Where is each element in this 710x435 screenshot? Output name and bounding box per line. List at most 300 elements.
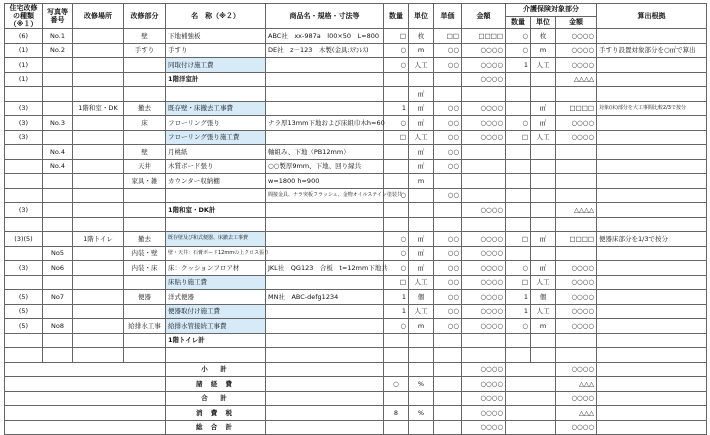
cell-cqty: [506, 348, 531, 363]
cell-empty: [266, 362, 384, 377]
cell-empty: [266, 406, 384, 421]
summary-amount: ○○○○: [462, 362, 506, 377]
cell-amount: [462, 217, 506, 232]
table-row: [5, 72, 707, 87]
cell-place: [73, 58, 124, 73]
cell-camount: ○○○○: [556, 43, 597, 58]
cell-name: 手すり: [166, 43, 266, 58]
cell-product: [266, 275, 384, 290]
cell-price: ○○: [434, 188, 462, 203]
header-place: 改修場所: [73, 4, 124, 29]
cell-amount: [462, 188, 506, 203]
cell-unit: [409, 188, 434, 203]
cell-empty: [597, 420, 707, 435]
cell-qty: 1: [384, 304, 409, 319]
cell-basis: [597, 130, 707, 145]
cell-type: [5, 87, 43, 102]
cell-name: 下地補強板: [166, 29, 266, 44]
cell-cqty: □: [506, 130, 531, 145]
table-row: [5, 261, 707, 276]
cell-cunit: [531, 348, 556, 363]
cell-price: ○○: [434, 319, 462, 334]
cell-cunit: [531, 246, 556, 261]
cell-amount: ○○○○: [462, 232, 506, 247]
cell-unit: [409, 217, 434, 232]
table-row: [5, 290, 707, 305]
cell-empty: [5, 391, 166, 406]
cell-part: 壁: [124, 145, 166, 160]
cell-name: 既存壁及び和式便器、床撤去工事費: [166, 232, 266, 247]
cell-cqty: [506, 101, 531, 116]
cell-photo: [43, 72, 73, 87]
cell-place: [73, 348, 124, 363]
cell-amount: ○○○○: [462, 72, 506, 87]
cell-cqty: [506, 145, 531, 160]
cell-basis: 対象(床)部分を大工事間比較2/3で按分: [597, 101, 707, 116]
cell-name: [166, 217, 266, 232]
cell-basis: [597, 29, 707, 44]
cell-photo: No7: [43, 290, 73, 305]
cell-empty: [506, 420, 556, 435]
summary-care-amount: △△△: [556, 377, 597, 392]
cell-place: [73, 188, 124, 203]
cell-basis: [597, 333, 707, 348]
cell-basis: [597, 203, 707, 218]
cell-type: (6): [5, 29, 43, 44]
cell-place: [73, 261, 124, 276]
cell-empty: [434, 420, 462, 435]
cell-cqty: 1: [506, 290, 531, 305]
cell-part: 内装・床: [124, 261, 166, 276]
cell-photo: No6: [43, 261, 73, 276]
table-row: [5, 58, 707, 73]
cell-price: [434, 203, 462, 218]
cell-price: ○○: [434, 232, 462, 247]
cell-photo: No.1: [43, 29, 73, 44]
cell-cqty: [506, 203, 531, 218]
estimate-sheet: [4, 3, 706, 435]
cell-cqty: ○: [506, 319, 531, 334]
summary-amount: ○○○○: [462, 420, 506, 435]
cell-photo: [43, 188, 73, 203]
cell-photo: [43, 87, 73, 102]
cell-place: [73, 159, 124, 174]
cell-empty: [597, 377, 707, 392]
cell-cunit: [531, 188, 556, 203]
cell-empty: [506, 362, 556, 377]
cell-place: [73, 87, 124, 102]
cell-price: [434, 87, 462, 102]
cell-qty: 1: [384, 101, 409, 116]
cell-cqty: □: [506, 232, 531, 247]
summary-unit: [409, 391, 434, 406]
cell-name: 1階トイレ計: [166, 333, 266, 348]
cell-name: 床：クッションフロア材: [166, 261, 266, 276]
cell-photo: [43, 275, 73, 290]
cell-cqty: [506, 246, 531, 261]
header-price: 単価: [434, 4, 462, 29]
cell-type: [5, 159, 43, 174]
cell-type: (1): [5, 43, 43, 58]
cell-amount: ○○○○: [462, 101, 506, 116]
cell-part: 撤去: [124, 232, 166, 247]
cell-qty: ○: [384, 246, 409, 261]
cell-product: [266, 87, 384, 102]
cell-cunit: [531, 72, 556, 87]
cell-part: [124, 87, 166, 102]
cell-basis: [597, 116, 707, 131]
summary-qty: [384, 391, 409, 406]
cell-qty: ○: [384, 319, 409, 334]
cell-name: フローリング張り施工費: [166, 130, 266, 145]
cell-price: ○○: [434, 130, 462, 145]
cell-part: 手すり: [124, 43, 166, 58]
summary-unit: [409, 420, 434, 435]
cell-type: [5, 188, 43, 203]
cell-part: [124, 333, 166, 348]
cell-cunit: ㎡: [531, 232, 556, 247]
cell-product: DE社 z－123 木製(金具:ｽﾃﾝﾚｽ): [266, 43, 384, 58]
cell-product: [266, 58, 384, 73]
cell-type: (3): [5, 101, 43, 116]
cell-price: ○○: [434, 58, 462, 73]
summary-label: 消 費 税: [166, 406, 266, 421]
cell-empty: [5, 420, 166, 435]
cell-camount: [556, 333, 597, 348]
cell-empty: [434, 406, 462, 421]
cell-price: ○○: [434, 145, 462, 160]
cell-type: (5): [5, 304, 43, 319]
cell-basis: [597, 174, 707, 189]
cell-name: 既存壁・床撤去工事費: [166, 101, 266, 116]
cell-cunit: [531, 174, 556, 189]
cell-part: [124, 72, 166, 87]
cell-qty: [384, 159, 409, 174]
cell-basis: [597, 290, 707, 305]
cell-unit: m: [409, 319, 434, 334]
cell-name: 木質ボード張り: [166, 159, 266, 174]
cell-part: [124, 304, 166, 319]
cell-price: ○○: [434, 246, 462, 261]
cell-cunit: 枚: [531, 29, 556, 44]
cell-price: ○○: [434, 304, 462, 319]
summary-row: [5, 391, 707, 406]
cell-price: ○○: [434, 159, 462, 174]
cell-camount: [556, 217, 597, 232]
cell-place: [73, 174, 124, 189]
cell-product: ナラ厚13mm下地および床組巾木h=60: [266, 116, 384, 131]
cell-qty: ○: [384, 188, 409, 203]
summary-amount: ○○○○: [462, 391, 506, 406]
header-unit: 単位: [409, 4, 434, 29]
cell-basis: [597, 72, 707, 87]
cell-amount: ○○○○: [462, 290, 506, 305]
table-row: [5, 304, 707, 319]
cell-qty: [384, 203, 409, 218]
cell-basis: [597, 159, 707, 174]
cell-photo: [43, 58, 73, 73]
cell-amount: ○○○○: [462, 319, 506, 334]
cell-camount: [556, 145, 597, 160]
cell-part: [124, 348, 166, 363]
summary-row: [5, 362, 707, 377]
summary-unit: [409, 362, 434, 377]
cell-price: [434, 72, 462, 87]
header-product: 商品名・規格・寸法等: [266, 4, 384, 29]
table-row: [5, 130, 707, 145]
cell-unit: ㎡: [409, 246, 434, 261]
cell-place: 1階和室・DK: [73, 101, 124, 116]
cell-amount: ○○○○: [462, 116, 506, 131]
cell-qty: [384, 72, 409, 87]
cell-photo: No5: [43, 246, 73, 261]
cell-empty: [266, 377, 384, 392]
cell-price: [434, 174, 462, 189]
cell-name: 1階洋室計: [166, 72, 266, 87]
header-part: 改修部分: [124, 4, 166, 29]
table-row: [5, 101, 707, 116]
cell-cqty: [506, 87, 531, 102]
cell-product: [266, 333, 384, 348]
cell-type: [5, 145, 43, 160]
cell-camount: △△△△: [556, 203, 597, 218]
summary-label: 小 計: [166, 362, 266, 377]
cell-cqty: 1: [506, 58, 531, 73]
cell-type: [5, 348, 43, 363]
summary-care-amount: △△△: [556, 406, 597, 421]
table-row: [5, 87, 707, 102]
cell-photo: [43, 217, 73, 232]
cell-place: [73, 319, 124, 334]
cell-empty: [434, 362, 462, 377]
cell-cunit: 人工: [531, 304, 556, 319]
cell-part: 内装・壁: [124, 246, 166, 261]
table-row: [5, 246, 707, 261]
cell-place: [73, 290, 124, 305]
cell-camount: [556, 188, 597, 203]
cell-photo: No.4: [43, 145, 73, 160]
cell-unit: 個: [409, 290, 434, 305]
cell-amount: □□□□: [462, 29, 506, 44]
cell-cunit: m: [531, 319, 556, 334]
cell-part: 床: [124, 116, 166, 131]
cell-product: [266, 130, 384, 145]
table-row: [5, 174, 707, 189]
cell-unit: ㎡: [409, 145, 434, 160]
cell-place: [73, 275, 124, 290]
cell-cqty: ○: [506, 116, 531, 131]
cell-empty: [597, 362, 707, 377]
cell-type: (5): [5, 319, 43, 334]
cell-product: MN社 ABC-defg1234: [266, 290, 384, 305]
cell-camount: [556, 159, 597, 174]
cell-product: 軸組み、下地（PB12mm）: [266, 145, 384, 160]
cell-qty: □: [384, 29, 409, 44]
cell-cqty: ○: [506, 261, 531, 276]
cell-camount: ○○○○: [556, 304, 597, 319]
cell-unit: ㎡: [409, 159, 434, 174]
cell-basis: [597, 304, 707, 319]
cell-amount: [462, 145, 506, 160]
cell-amount: [462, 174, 506, 189]
cell-amount: [462, 159, 506, 174]
cell-part: [124, 58, 166, 73]
cell-place: [73, 43, 124, 58]
cell-amount: ○○○○: [462, 246, 506, 261]
cell-price: ○○: [434, 43, 462, 58]
cell-empty: [5, 377, 166, 392]
cell-camount: △△△△: [556, 72, 597, 87]
header-type: 住宅改修 の種類 （※１）: [5, 4, 43, 29]
cell-name: [166, 87, 266, 102]
cell-amount: ○○○○: [462, 58, 506, 73]
cell-camount: □□□□: [556, 232, 597, 247]
cell-cunit: m: [531, 43, 556, 58]
cell-name: 月桃紙: [166, 145, 266, 160]
cell-product: [266, 72, 384, 87]
summary-amount: ○○○○: [462, 377, 506, 392]
table-row: [5, 145, 707, 160]
cell-empty: [5, 406, 166, 421]
cell-photo: [43, 101, 73, 116]
cell-qty: [384, 145, 409, 160]
cell-cunit: 人工: [531, 130, 556, 145]
cell-camount: ○○○○: [556, 116, 597, 131]
cell-amount: ○○○○: [462, 261, 506, 276]
table-row: [5, 116, 707, 131]
cell-camount: □□□□: [556, 101, 597, 116]
cell-unit: ㎡: [409, 232, 434, 247]
summary-unit: %: [409, 406, 434, 421]
cell-product: w=1800 h=900: [266, 174, 384, 189]
estimate-table: [4, 3, 707, 435]
cell-empty: [506, 406, 556, 421]
cell-cqty: □: [506, 275, 531, 290]
cell-price: ○○: [434, 290, 462, 305]
cell-qty: 1: [384, 290, 409, 305]
cell-name: カウンター収納棚: [166, 174, 266, 189]
cell-unit: 人工: [409, 304, 434, 319]
cell-qty: ○: [384, 58, 409, 73]
summary-unit: %: [409, 377, 434, 392]
cell-place: [73, 304, 124, 319]
cell-empty: [266, 420, 384, 435]
cell-unit: 人工: [409, 130, 434, 145]
cell-basis: [597, 261, 707, 276]
cell-basis: [597, 275, 707, 290]
cell-name: [166, 188, 266, 203]
summary-amount: ○○○○: [462, 406, 506, 421]
summary-row: [5, 377, 707, 392]
cell-empty: [506, 391, 556, 406]
cell-part: 壁: [124, 29, 166, 44]
cell-place: [73, 333, 124, 348]
cell-basis: 便器床部分を1/3で按分: [597, 232, 707, 247]
cell-type: (3)(5): [5, 232, 43, 247]
cell-unit: m: [409, 174, 434, 189]
cell-price: □□: [434, 29, 462, 44]
cell-unit: m: [409, 43, 434, 58]
cell-cunit: [531, 217, 556, 232]
table-row: [5, 159, 707, 174]
cell-product: [266, 232, 384, 247]
cell-cqty: [506, 174, 531, 189]
cell-qty: [384, 348, 409, 363]
cell-camount: [556, 174, 597, 189]
cell-type: (1): [5, 58, 43, 73]
table-row: [5, 348, 707, 363]
cell-name: フローリング張り: [166, 116, 266, 131]
cell-empty: [506, 377, 556, 392]
cell-name: 床貼り施工費: [166, 275, 266, 290]
cell-price: ○○: [434, 261, 462, 276]
cell-cqty: ○: [506, 43, 531, 58]
cell-type: (3): [5, 130, 43, 145]
cell-price: ○○: [434, 116, 462, 131]
cell-cqty: [506, 159, 531, 174]
cell-amount: [462, 348, 506, 363]
cell-unit: [409, 203, 434, 218]
cell-unit: ㎡: [409, 87, 434, 102]
cell-type: [5, 217, 43, 232]
cell-photo: No8: [43, 319, 73, 334]
cell-unit: [409, 72, 434, 87]
cell-product: [266, 203, 384, 218]
cell-place: [73, 72, 124, 87]
cell-qty: □: [384, 130, 409, 145]
cell-basis: [597, 188, 707, 203]
cell-product: [266, 246, 384, 261]
cell-place: [73, 116, 124, 131]
cell-product: [266, 348, 384, 363]
cell-amount: ○○○○: [462, 43, 506, 58]
cell-basis: [597, 246, 707, 261]
cell-qty: [384, 217, 409, 232]
header-amount: 金額: [462, 4, 506, 29]
cell-photo: [43, 130, 73, 145]
cell-unit: 枚: [409, 29, 434, 44]
cell-photo: [43, 203, 73, 218]
cell-part: [124, 203, 166, 218]
table-row: [5, 29, 707, 44]
summary-body: [5, 362, 707, 435]
cell-product: ○○製厚9mm、下地、回り縁共: [266, 159, 384, 174]
cell-photo: [43, 348, 73, 363]
cell-product: ABC社 xx-987a l00×50 L=800: [266, 29, 384, 44]
cell-amount: ○○○○: [462, 130, 506, 145]
cell-part: 天井: [124, 159, 166, 174]
cell-cqty: [506, 72, 531, 87]
cell-place: [73, 246, 124, 261]
cell-product: [266, 101, 384, 116]
cell-price: [434, 217, 462, 232]
cell-type: [5, 333, 43, 348]
cell-cqty: [506, 333, 531, 348]
cell-part: [124, 275, 166, 290]
cell-part: 給排水工事: [124, 319, 166, 334]
cell-camount: [556, 87, 597, 102]
cell-camount: ○○○○: [556, 275, 597, 290]
cell-part: 便器: [124, 290, 166, 305]
summary-qty: [384, 420, 409, 435]
cell-product: 間接金具、ナラ突板フラッシュ、金物オイルステイン塗装共: [266, 188, 384, 203]
cell-cunit: [531, 87, 556, 102]
cell-name: 1階和室・DK計: [166, 203, 266, 218]
cell-basis: [597, 319, 707, 334]
cell-camount: ○○○○: [556, 319, 597, 334]
cell-cunit: 個: [531, 290, 556, 305]
cell-cunit: [531, 203, 556, 218]
